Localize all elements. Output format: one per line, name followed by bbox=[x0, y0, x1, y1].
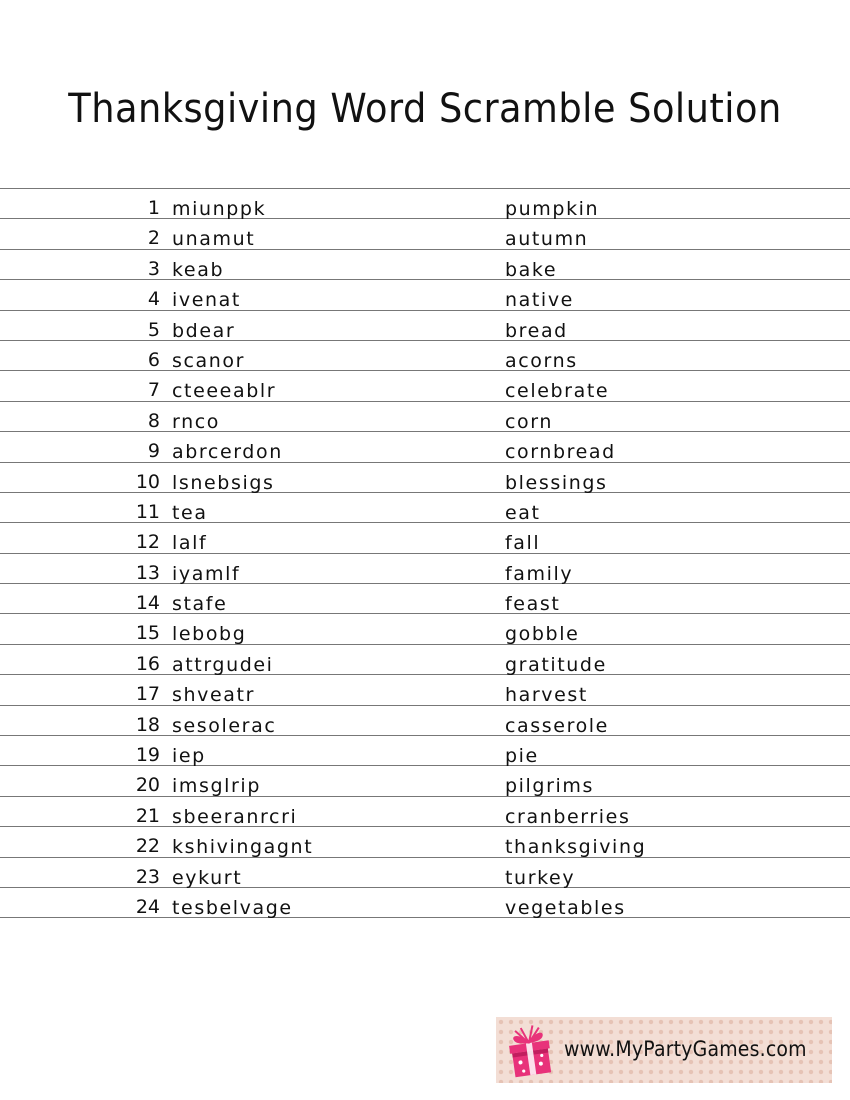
solution-word: cornbread bbox=[505, 441, 616, 464]
word-row bbox=[0, 432, 850, 462]
item-number: 20 bbox=[135, 774, 160, 797]
word-row bbox=[0, 584, 850, 614]
scrambled-word: iyamlf bbox=[172, 562, 241, 585]
scrambled-word: keab bbox=[172, 258, 225, 281]
item-number: 10 bbox=[135, 470, 160, 493]
word-row bbox=[0, 219, 850, 249]
item-number: 22 bbox=[135, 835, 160, 858]
item-number: 24 bbox=[135, 895, 160, 918]
scrambled-word: imsglrip bbox=[172, 775, 261, 798]
scrambled-word: rnco bbox=[172, 410, 220, 433]
item-number: 16 bbox=[135, 652, 160, 675]
scrambled-word: eykurt bbox=[172, 866, 243, 889]
page-title: Thanksgiving Word Scramble Solution bbox=[68, 86, 782, 132]
scrambled-word: tea bbox=[172, 501, 208, 524]
scrambled-word: lsnebsigs bbox=[172, 471, 275, 494]
word-row bbox=[0, 797, 850, 827]
solution-word: feast bbox=[505, 593, 561, 616]
word-row bbox=[0, 888, 850, 918]
scrambled-word: stafe bbox=[172, 593, 228, 616]
item-number: 5 bbox=[147, 318, 160, 341]
item-number: 2 bbox=[147, 227, 160, 250]
solution-word: harvest bbox=[505, 684, 588, 707]
scrambled-word: tesbelvage bbox=[172, 896, 293, 919]
solution-word: family bbox=[505, 562, 574, 585]
word-row bbox=[0, 463, 850, 493]
word-row bbox=[0, 706, 850, 736]
scrambled-word: scanor bbox=[172, 349, 246, 372]
item-number: 7 bbox=[147, 379, 160, 402]
item-number: 18 bbox=[135, 713, 160, 736]
item-number: 9 bbox=[147, 440, 160, 463]
scrambled-word: sesolerac bbox=[172, 714, 277, 737]
solution-word: celebrate bbox=[505, 380, 610, 403]
scrambled-word: sbeeranrcri bbox=[172, 805, 298, 828]
item-number: 23 bbox=[135, 865, 160, 888]
solution-word: pilgrims bbox=[505, 775, 594, 798]
word-row bbox=[0, 766, 850, 796]
site-url: www.MyPartyGames.com bbox=[564, 1037, 807, 1061]
word-row bbox=[0, 523, 850, 553]
scrambled-word: bdear bbox=[172, 319, 236, 342]
word-row bbox=[0, 645, 850, 675]
site-badge[interactable] bbox=[496, 1017, 832, 1083]
scrambled-word: shveatr bbox=[172, 684, 255, 707]
item-number: 8 bbox=[147, 409, 160, 432]
solution-word: turkey bbox=[505, 866, 576, 889]
solution-word: autumn bbox=[505, 228, 589, 251]
solution-word: gobble bbox=[505, 623, 580, 646]
solution-word: pie bbox=[505, 745, 539, 768]
word-row bbox=[0, 280, 850, 310]
solution-word: acorns bbox=[505, 349, 578, 372]
solution-word: eat bbox=[505, 501, 541, 524]
scrambled-word: cteeeablr bbox=[172, 380, 277, 403]
item-number: 12 bbox=[135, 531, 160, 554]
word-row bbox=[0, 250, 850, 280]
item-number: 17 bbox=[135, 683, 160, 706]
solution-word: blessings bbox=[505, 471, 608, 494]
solution-word: fall bbox=[505, 532, 541, 555]
word-row bbox=[0, 827, 850, 857]
scrambled-word: ivenat bbox=[172, 289, 241, 312]
word-row bbox=[0, 675, 850, 705]
word-row bbox=[0, 554, 850, 584]
solution-word: cranberries bbox=[505, 805, 631, 828]
word-row bbox=[0, 736, 850, 766]
scrambled-word: kshivingagnt bbox=[172, 836, 314, 859]
word-row bbox=[0, 341, 850, 371]
solution-word: gratitude bbox=[505, 653, 607, 676]
solution-word: corn bbox=[505, 410, 553, 433]
item-number: 21 bbox=[135, 804, 160, 827]
item-number: 13 bbox=[135, 561, 160, 584]
item-number: 14 bbox=[135, 592, 160, 615]
word-row bbox=[0, 493, 850, 523]
scrambled-word: abrcerdon bbox=[172, 441, 283, 464]
solution-word: casserole bbox=[505, 714, 609, 737]
item-number: 1 bbox=[147, 197, 160, 219]
word-row bbox=[0, 371, 850, 401]
scrambled-word: unamut bbox=[172, 228, 256, 251]
solution-word: native bbox=[505, 289, 574, 312]
scrambled-word: lalf bbox=[172, 532, 208, 555]
word-row bbox=[0, 614, 850, 644]
item-number: 11 bbox=[135, 500, 160, 523]
scrambled-word: miunppk bbox=[172, 198, 267, 220]
item-number: 6 bbox=[147, 348, 160, 371]
scrambled-word: iep bbox=[172, 745, 206, 768]
word-list bbox=[0, 189, 850, 918]
solution-word: bake bbox=[505, 258, 558, 281]
item-number: 3 bbox=[147, 257, 160, 280]
solution-word: vegetables bbox=[505, 896, 626, 919]
word-row bbox=[0, 311, 850, 341]
solution-word: bread bbox=[505, 319, 568, 342]
scrambled-word: lebobg bbox=[172, 623, 247, 646]
word-row bbox=[0, 402, 850, 432]
word-row bbox=[0, 189, 850, 219]
scrambled-word: attrgudei bbox=[172, 653, 274, 676]
item-number: 15 bbox=[135, 622, 160, 645]
item-number: 19 bbox=[135, 744, 160, 767]
solution-word: pumpkin bbox=[505, 198, 600, 220]
solution-word: thanksgiving bbox=[505, 836, 647, 859]
item-number: 4 bbox=[147, 288, 160, 311]
word-row bbox=[0, 858, 850, 888]
gift-box-icon bbox=[504, 1021, 556, 1079]
